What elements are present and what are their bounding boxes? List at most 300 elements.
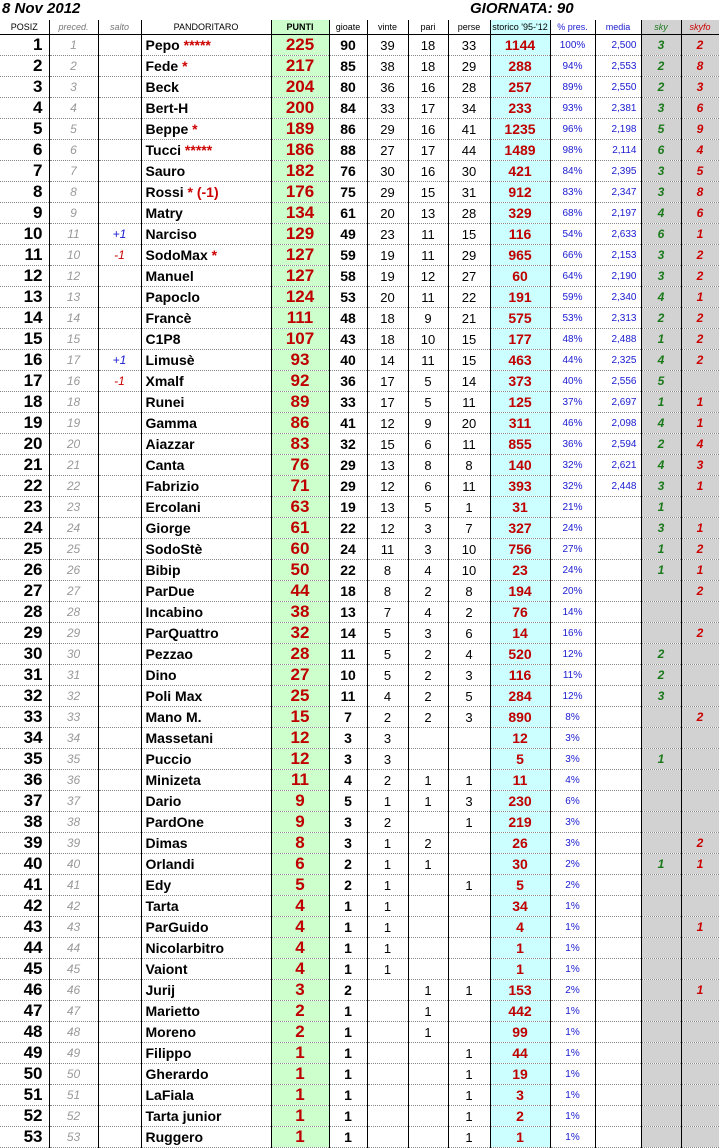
player-name: Limusè — [145, 352, 195, 368]
skyfo-cell — [681, 602, 719, 623]
drawn-cell: 16 — [408, 119, 448, 140]
table-row — [0, 497, 719, 518]
won-cell: 15 — [367, 434, 408, 455]
position-cell: 1 — [0, 35, 49, 56]
won-cell: 1 — [367, 959, 408, 980]
average-cell — [595, 665, 641, 686]
average-cell — [595, 917, 641, 938]
table-row — [0, 1127, 719, 1148]
player-name: Beck — [145, 79, 179, 95]
played-cell: 75 — [329, 182, 367, 203]
player-name-cell — [141, 1106, 271, 1127]
skyfo-cell — [681, 1001, 719, 1022]
skyfo-cell — [681, 896, 719, 917]
sky-cell — [641, 602, 681, 623]
rank-change-cell — [98, 1022, 141, 1043]
points-cell: 86 — [271, 413, 329, 434]
position-cell: 51 — [0, 1085, 49, 1106]
points-cell: 1 — [271, 1064, 329, 1085]
position-cell: 27 — [0, 581, 49, 602]
previous-position-cell: 46 — [49, 980, 98, 1001]
player-name-cell — [141, 161, 271, 182]
player-name-cell — [141, 581, 271, 602]
played-cell: 1 — [329, 959, 367, 980]
player-name: Ercolani — [145, 499, 201, 515]
average-cell — [595, 770, 641, 791]
previous-position-cell: 4 — [49, 98, 98, 119]
won-cell — [367, 980, 408, 1001]
position-cell: 6 — [0, 140, 49, 161]
player-name: Bibip — [145, 562, 181, 578]
skyfo-cell: 2 — [681, 35, 719, 56]
previous-position-cell: 9 — [49, 203, 98, 224]
presence-cell: 94% — [550, 56, 595, 77]
col-header-pari: pari — [408, 20, 448, 35]
won-cell: 1 — [367, 875, 408, 896]
player-name: Pezzao — [145, 646, 193, 662]
lost-cell: 1 — [448, 497, 490, 518]
previous-position-cell: 13 — [49, 287, 98, 308]
player-name: Dimas — [145, 835, 188, 851]
historic-cell: 442 — [490, 1001, 550, 1022]
previous-position-cell: 20 — [49, 434, 98, 455]
points-cell: 12 — [271, 728, 329, 749]
player-name-cell — [141, 686, 271, 707]
points-cell: 38 — [271, 602, 329, 623]
points-cell: 5 — [271, 875, 329, 896]
played-cell: 61 — [329, 203, 367, 224]
rank-change-cell — [98, 854, 141, 875]
points-cell: 4 — [271, 917, 329, 938]
sky-cell: 3 — [641, 686, 681, 707]
previous-position-cell: 45 — [49, 959, 98, 980]
won-cell: 3 — [367, 728, 408, 749]
lost-cell: 8 — [448, 455, 490, 476]
drawn-cell: 1 — [408, 770, 448, 791]
drawn-cell — [408, 812, 448, 833]
position-cell: 21 — [0, 455, 49, 476]
average-cell — [595, 791, 641, 812]
drawn-cell: 8 — [408, 455, 448, 476]
won-cell: 12 — [367, 413, 408, 434]
points-cell: 1 — [271, 1043, 329, 1064]
average-cell: 2,325 — [595, 350, 641, 371]
historic-cell: 116 — [490, 224, 550, 245]
lost-cell: 11 — [448, 476, 490, 497]
table-row — [0, 602, 719, 623]
historic-cell: 12 — [490, 728, 550, 749]
played-cell: 11 — [329, 644, 367, 665]
sky-cell: 6 — [641, 224, 681, 245]
won-cell: 29 — [367, 182, 408, 203]
sky-cell — [641, 770, 681, 791]
historic-cell: 1 — [490, 938, 550, 959]
player-name-cell — [141, 665, 271, 686]
player-name-cell — [141, 833, 271, 854]
played-cell: 1 — [329, 1001, 367, 1022]
player-name: Puccio — [145, 751, 192, 767]
points-cell: 8 — [271, 833, 329, 854]
table-row — [0, 392, 719, 413]
historic-cell: 14 — [490, 623, 550, 644]
player-name-cell — [141, 854, 271, 875]
average-cell: 2,697 — [595, 392, 641, 413]
played-cell: 84 — [329, 98, 367, 119]
player-name-cell — [141, 497, 271, 518]
presence-cell: 1% — [550, 1001, 595, 1022]
skyfo-cell: 2 — [681, 623, 719, 644]
player-name: Matry — [145, 205, 183, 221]
won-cell: 1 — [367, 938, 408, 959]
lost-cell: 1 — [448, 980, 490, 1001]
played-cell: 40 — [329, 350, 367, 371]
won-cell: 12 — [367, 476, 408, 497]
presence-cell: 83% — [550, 182, 595, 203]
position-cell: 38 — [0, 812, 49, 833]
average-cell — [595, 833, 641, 854]
won-cell: 27 — [367, 140, 408, 161]
average-cell: 2,347 — [595, 182, 641, 203]
presence-cell: 1% — [550, 959, 595, 980]
previous-position-cell: 23 — [49, 497, 98, 518]
position-cell: 41 — [0, 875, 49, 896]
position-cell: 45 — [0, 959, 49, 980]
rank-change-cell — [98, 602, 141, 623]
previous-position-cell: 41 — [49, 875, 98, 896]
skyfo-cell: 1 — [681, 287, 719, 308]
sky-cell — [641, 1085, 681, 1106]
historic-cell: 575 — [490, 308, 550, 329]
drawn-cell — [408, 896, 448, 917]
average-cell: 2,381 — [595, 98, 641, 119]
previous-position-cell: 43 — [49, 917, 98, 938]
skyfo-cell: 5 — [681, 161, 719, 182]
sky-cell — [641, 1022, 681, 1043]
position-cell: 15 — [0, 329, 49, 350]
player-name: Pepo — [145, 37, 180, 53]
lost-cell: 21 — [448, 308, 490, 329]
table-row — [0, 56, 719, 77]
lost-cell: 20 — [448, 413, 490, 434]
rank-change-cell — [98, 812, 141, 833]
lost-cell: 41 — [448, 119, 490, 140]
played-cell: 14 — [329, 623, 367, 644]
rank-change-cell — [98, 434, 141, 455]
table-row — [0, 77, 719, 98]
player-name-cell — [141, 350, 271, 371]
rank-change-cell — [98, 497, 141, 518]
table-row — [0, 455, 719, 476]
rank-change-cell — [98, 56, 141, 77]
player-name: Papoclo — [145, 289, 200, 305]
won-cell — [367, 1001, 408, 1022]
presence-cell: 3% — [550, 833, 595, 854]
presence-cell: 20% — [550, 581, 595, 602]
won-cell: 38 — [367, 56, 408, 77]
player-name-cell — [141, 371, 271, 392]
skyfo-cell — [681, 959, 719, 980]
average-cell — [595, 812, 641, 833]
position-cell: 40 — [0, 854, 49, 875]
position-cell: 16 — [0, 350, 49, 371]
average-cell — [595, 1043, 641, 1064]
average-cell — [595, 518, 641, 539]
player-name-cell — [141, 35, 271, 56]
sky-cell — [641, 917, 681, 938]
drawn-cell: 16 — [408, 161, 448, 182]
rank-change-cell — [98, 917, 141, 938]
drawn-cell: 2 — [408, 665, 448, 686]
drawn-cell — [408, 1085, 448, 1106]
col-header-posiz: POSIZ — [0, 20, 49, 35]
historic-cell: 1 — [490, 959, 550, 980]
player-name: Xmalf — [145, 373, 184, 389]
historic-cell: 1144 — [490, 35, 550, 56]
player-name-cell — [141, 938, 271, 959]
won-cell: 1 — [367, 896, 408, 917]
presence-cell: 24% — [550, 560, 595, 581]
points-cell: 27 — [271, 665, 329, 686]
won-cell: 36 — [367, 77, 408, 98]
table-row — [0, 812, 719, 833]
played-cell: 1 — [329, 1127, 367, 1148]
lost-cell: 8 — [448, 581, 490, 602]
lost-cell: 1 — [448, 1085, 490, 1106]
player-marker: ***** — [181, 142, 213, 158]
player-name-cell — [141, 1085, 271, 1106]
drawn-cell — [408, 875, 448, 896]
drawn-cell: 18 — [408, 35, 448, 56]
player-name: Aiazzar — [145, 436, 195, 452]
average-cell — [595, 581, 641, 602]
played-cell: 4 — [329, 770, 367, 791]
rank-change-cell — [98, 119, 141, 140]
previous-position-cell: 8 — [49, 182, 98, 203]
position-cell: 4 — [0, 98, 49, 119]
player-name: Marietto — [145, 1003, 200, 1019]
player-name: Orlandi — [145, 856, 195, 872]
player-name-cell — [141, 602, 271, 623]
average-cell: 2,633 — [595, 224, 641, 245]
lost-cell: 6 — [448, 623, 490, 644]
points-cell: 92 — [271, 371, 329, 392]
player-name-cell — [141, 707, 271, 728]
rank-change-cell — [98, 728, 141, 749]
played-cell: 1 — [329, 1085, 367, 1106]
presence-cell: 54% — [550, 224, 595, 245]
presence-cell: 3% — [550, 749, 595, 770]
lost-cell: 10 — [448, 539, 490, 560]
drawn-cell: 11 — [408, 245, 448, 266]
lost-cell: 15 — [448, 329, 490, 350]
sky-cell — [641, 791, 681, 812]
table-row — [0, 518, 719, 539]
position-cell: 52 — [0, 1106, 49, 1127]
lost-cell: 28 — [448, 77, 490, 98]
player-name: ParDue — [145, 583, 195, 599]
skyfo-cell: 2 — [681, 350, 719, 371]
won-cell: 8 — [367, 581, 408, 602]
rank-change-cell: -1 — [98, 245, 141, 266]
table-row — [0, 749, 719, 770]
standings-table — [0, 20, 719, 1148]
rank-change-cell — [98, 1064, 141, 1085]
historic-cell: 60 — [490, 266, 550, 287]
historic-cell: 153 — [490, 980, 550, 1001]
average-cell — [595, 560, 641, 581]
played-cell: 1 — [329, 1043, 367, 1064]
lost-cell: 3 — [448, 665, 490, 686]
skyfo-cell: 2 — [681, 833, 719, 854]
average-cell — [595, 959, 641, 980]
points-cell: 83 — [271, 434, 329, 455]
skyfo-cell: 2 — [681, 245, 719, 266]
sky-cell — [641, 1043, 681, 1064]
position-cell: 11 — [0, 245, 49, 266]
col-header-salto: salto — [98, 20, 141, 35]
table-row — [0, 539, 719, 560]
drawn-cell: 3 — [408, 623, 448, 644]
sky-cell — [641, 1106, 681, 1127]
historic-cell: 1489 — [490, 140, 550, 161]
points-cell: 3 — [271, 980, 329, 1001]
points-cell: 50 — [271, 560, 329, 581]
presence-cell: 1% — [550, 938, 595, 959]
player-name-cell — [141, 182, 271, 203]
presence-cell: 46% — [550, 413, 595, 434]
played-cell: 3 — [329, 833, 367, 854]
position-cell: 9 — [0, 203, 49, 224]
skyfo-cell — [681, 686, 719, 707]
player-name: Canta — [145, 457, 185, 473]
position-cell: 32 — [0, 686, 49, 707]
rank-change-cell — [98, 1127, 141, 1148]
previous-position-cell: 28 — [49, 602, 98, 623]
presence-cell: 89% — [550, 77, 595, 98]
average-cell: 2,197 — [595, 203, 641, 224]
table-row — [0, 770, 719, 791]
average-cell — [595, 896, 641, 917]
points-cell: 127 — [271, 245, 329, 266]
position-cell: 33 — [0, 707, 49, 728]
rank-change-cell — [98, 1085, 141, 1106]
lost-cell: 14 — [448, 371, 490, 392]
sky-cell: 1 — [641, 497, 681, 518]
player-name: SodoMax — [145, 247, 208, 263]
player-name-cell — [141, 770, 271, 791]
historic-cell: 421 — [490, 161, 550, 182]
played-cell: 3 — [329, 749, 367, 770]
points-cell: 1 — [271, 1127, 329, 1148]
historic-cell: 284 — [490, 686, 550, 707]
table-row — [0, 161, 719, 182]
table-row — [0, 959, 719, 980]
drawn-cell: 1 — [408, 1001, 448, 1022]
previous-position-cell: 18 — [49, 392, 98, 413]
drawn-cell — [408, 728, 448, 749]
table-row — [0, 203, 719, 224]
won-cell — [367, 1085, 408, 1106]
presence-cell: 3% — [550, 812, 595, 833]
previous-position-cell: 47 — [49, 1001, 98, 1022]
presence-cell: 1% — [550, 1085, 595, 1106]
skyfo-cell — [681, 1043, 719, 1064]
points-cell: 32 — [271, 623, 329, 644]
sky-cell: 1 — [641, 749, 681, 770]
previous-position-cell: 44 — [49, 938, 98, 959]
won-cell — [367, 1106, 408, 1127]
player-name: Francè — [145, 310, 192, 326]
rank-change-cell — [98, 896, 141, 917]
drawn-cell: 11 — [408, 350, 448, 371]
player-name: SodoStè — [145, 541, 203, 557]
player-name-cell — [141, 392, 271, 413]
previous-position-cell: 49 — [49, 1043, 98, 1064]
player-name: Bert-H — [145, 100, 189, 116]
drawn-cell: 1 — [408, 980, 448, 1001]
position-cell: 12 — [0, 266, 49, 287]
sky-cell: 3 — [641, 35, 681, 56]
sky-cell — [641, 1127, 681, 1148]
date-label: 8 Nov 2012 — [2, 0, 81, 17]
player-name-cell — [141, 1127, 271, 1148]
rank-change-cell — [98, 518, 141, 539]
sky-cell — [641, 938, 681, 959]
lost-cell: 29 — [448, 245, 490, 266]
played-cell: 32 — [329, 434, 367, 455]
points-cell: 124 — [271, 287, 329, 308]
table-row — [0, 686, 719, 707]
average-cell: 2,621 — [595, 455, 641, 476]
played-cell: 10 — [329, 665, 367, 686]
drawn-cell: 2 — [408, 686, 448, 707]
table-row — [0, 581, 719, 602]
player-name-cell — [141, 329, 271, 350]
drawn-cell: 4 — [408, 560, 448, 581]
rank-change-cell — [98, 665, 141, 686]
player-name: ParQuattro — [145, 625, 219, 641]
average-cell — [595, 707, 641, 728]
table-row — [0, 1064, 719, 1085]
drawn-cell: 6 — [408, 434, 448, 455]
table-row — [0, 329, 719, 350]
player-name: Dino — [145, 667, 177, 683]
drawn-cell — [408, 1064, 448, 1085]
rank-change-cell — [98, 476, 141, 497]
rank-change-cell — [98, 182, 141, 203]
previous-position-cell: 5 — [49, 119, 98, 140]
position-cell: 35 — [0, 749, 49, 770]
rank-change-cell — [98, 833, 141, 854]
previous-position-cell: 26 — [49, 560, 98, 581]
played-cell: 48 — [329, 308, 367, 329]
played-cell: 2 — [329, 875, 367, 896]
player-name: Moreno — [145, 1024, 197, 1040]
played-cell: 43 — [329, 329, 367, 350]
drawn-cell: 3 — [408, 539, 448, 560]
historic-cell: 30 — [490, 854, 550, 875]
position-cell: 49 — [0, 1043, 49, 1064]
rank-change-cell — [98, 581, 141, 602]
played-cell: 24 — [329, 539, 367, 560]
col-header-storico: storico '95-'12 — [490, 20, 550, 35]
player-name: Incabino — [145, 604, 204, 620]
player-name-cell — [141, 875, 271, 896]
presence-cell: 48% — [550, 329, 595, 350]
average-cell — [595, 854, 641, 875]
skyfo-cell: 1 — [681, 224, 719, 245]
skyfo-cell — [681, 644, 719, 665]
